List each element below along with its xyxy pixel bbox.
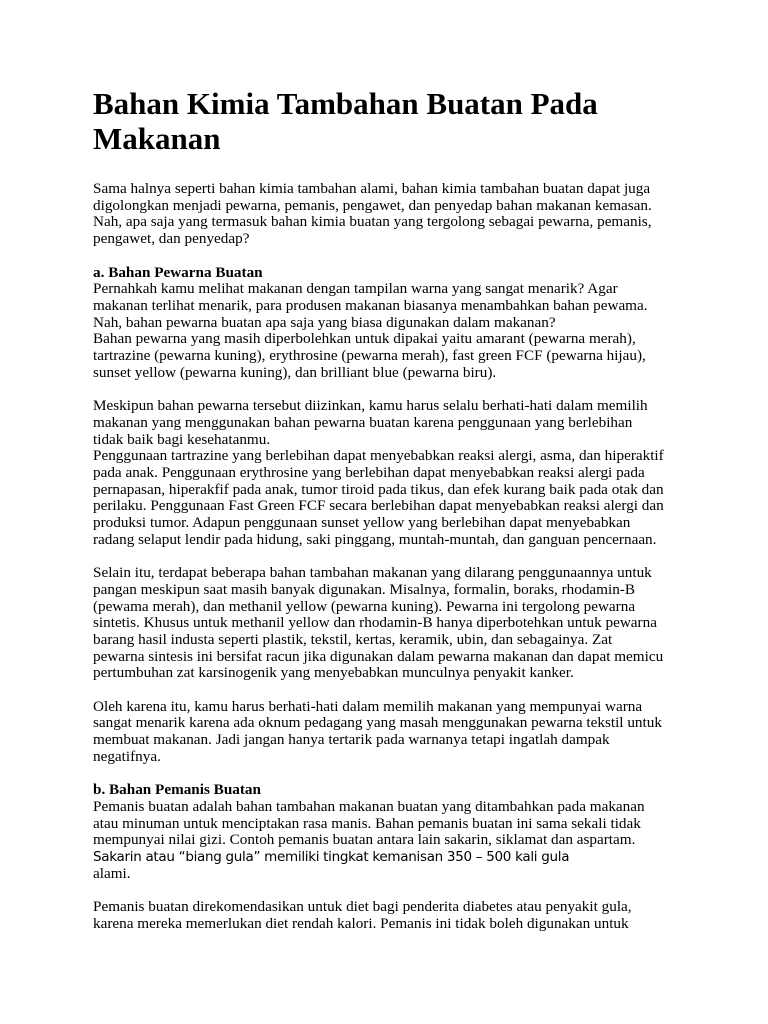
- text-line: sangat menarik karena ada oknum pedagang yang masah menggunakan pewarna tekstil untuk: [93, 714, 662, 732]
- text-line: mempunyai nilai gizi. Contoh pemanis buatan antara lain sakarin, siklamat dan aspartam.: [93, 831, 636, 849]
- document-title: [93, 86, 688, 156]
- text-line: negatifnya.: [93, 747, 161, 765]
- text-line: Pernahkah kamu melihat makanan dengan tampilan warna yang sangat menarik? Agar: [93, 280, 618, 298]
- text-line: Sakarin atau “biang gula” memiliki tingkat kemanisan 350 – 500 kali gula: [93, 849, 570, 866]
- text-line: tidak baik bagi kesehatanmu.: [93, 430, 271, 448]
- text-line: karena mereka memerlukan diet rendah kalori. Pemanis ini tidak boleh digunakan untuk: [93, 914, 629, 932]
- title-line: Bahan Kimia Tambahan Buatan Pada: [93, 86, 598, 121]
- text-line: barang hasil industa seperti plastik, tekstil, kertas, keramik, ubin, dan sebagainya. Zat: [93, 630, 613, 648]
- text-line: produksi tumor. Adapun penggunaan sunset yellow yang berlebihan dapat menyebabkan: [93, 514, 631, 532]
- text-line: Meskipun bahan pewarna tersebut diizinkan, kamu harus selalu berhati-hati dalam memilih: [93, 397, 648, 415]
- text-line: radang selaput lendir pada hidung, saki pinggang, muntah-muntah, dan ganguan pencernaan.: [93, 530, 657, 548]
- text-line: digolongkan menjadi pewarna, pemanis, pengawet, dan penyedap bahan makanan kemasan.: [93, 196, 652, 214]
- text-line: pewarna sintesis ini bersifat racun jika digunakan dalam pewarna makanan dan dapat memicu: [93, 647, 664, 665]
- section-a-paragraph-2: [93, 398, 688, 548]
- text-line: Pemanis buatan adalah bahan tambahan makanan buatan yang ditambahkan pada makanan: [93, 797, 645, 815]
- section-b-heading: b. Bahan Pemanis Buatan: [93, 781, 261, 799]
- text-line: sunset yellow (pewarna kuning), dan brilliant blue (pewarna biru).: [93, 363, 497, 381]
- text-line: tartrazine (pewarna kuning), erythrosine (pewarna merah), fast green FCF (pewarna hijau),: [93, 347, 646, 365]
- section-b-paragraph-2: [93, 899, 688, 932]
- text-line: makanan yang menggunakan bahan pewarna buatan karena penggunaan yang berlebihan: [93, 413, 633, 431]
- section-a-heading: a. Bahan Pewarna Buatan: [93, 263, 263, 281]
- text-line: sintetis. Khusus untuk methanil yellow dan rhodamin-B hanya diperbotehkan untuk pewarna: [93, 614, 657, 632]
- text-line: Pemanis buatan direkomendasikan untuk diet bagi penderita diabetes atau penyakit gula,: [93, 898, 632, 916]
- section-a-paragraph-3: [93, 565, 688, 682]
- text-line: atau minuman untuk menciptakan rasa manis. Bahan pemanis buatan ini sama sekali tidak: [93, 814, 641, 832]
- text-line: pertumbuhan zat karsinogenik yang menyebabkan munculnya penyakit kanker.: [93, 664, 574, 682]
- text-line: Oleh karena itu, kamu harus berhati-hati dalam memilih makanan yang mempunyai warna: [93, 697, 643, 715]
- text-line: (pewama merah), dan methanil yellow (pewarna kuning). Pewarna ini tergolong pewarna: [93, 597, 636, 615]
- text-line: makanan terlihat menarik, para produsen makanan biasanya menambahkan bahan pewama.: [93, 296, 648, 314]
- text-line: Selain itu, terdapat beberapa bahan tambahan makanan yang dilarang penggunaannya untuk: [93, 564, 652, 582]
- document-body: [93, 181, 688, 933]
- text-line: pangan meskipun saat masih banyak digunakan. Misalnya, formalin, boraks, rhodamin-B: [93, 580, 635, 598]
- text-line: perilaku. Penggunaan Fast Green FCF secara berlebihan dapat menyebabkan reaksi alergi dan: [93, 497, 664, 515]
- intro-paragraph: [93, 181, 688, 248]
- text-line: Nah, apa saja yang termasuk bahan kimia buatan yang tergolong sebagai pewarna, pemanis,: [93, 213, 652, 231]
- text-line: Penggunaan tartrazine yang berlebihan dapat menyebabkan reaksi alergi, asma, dan hiperaktif: [93, 447, 664, 465]
- text-line: pernapasan, hiperakfif pada anak, tumor tiroid pada tikus, dan efek kurang baik pada otak dan: [93, 480, 664, 498]
- text-line: membuat makanan. Jadi jangan hanya tertarik pada warnanya tetapi ingatlah dampak: [93, 731, 610, 749]
- section-a-paragraph-4: [93, 699, 688, 766]
- text-line: alami.: [93, 864, 131, 882]
- text-line: pada anak. Penggunaan erythrosine yang berlebihan dapat menyebabkan reaksi alergi pada: [93, 463, 645, 481]
- text-line: Bahan pewarna yang masih diperbolehkan untuk dipakai yaitu amarant (pewarna merah),: [93, 330, 636, 348]
- text-line: Sama halnya seperti bahan kimia tambahan alami, bahan kimia tambahan buatan dapat juga: [93, 180, 651, 197]
- text-line: pengawet, dan penyedap?: [93, 230, 250, 248]
- section-a-paragraph-1: [93, 265, 688, 382]
- title-line: Makanan: [93, 121, 221, 156]
- document-page: [93, 86, 688, 949]
- section-b-paragraph-1: [93, 782, 688, 882]
- text-line: Nah, bahan pewarna buatan apa saja yang biasa digunakan dalam makanan?: [93, 313, 556, 331]
